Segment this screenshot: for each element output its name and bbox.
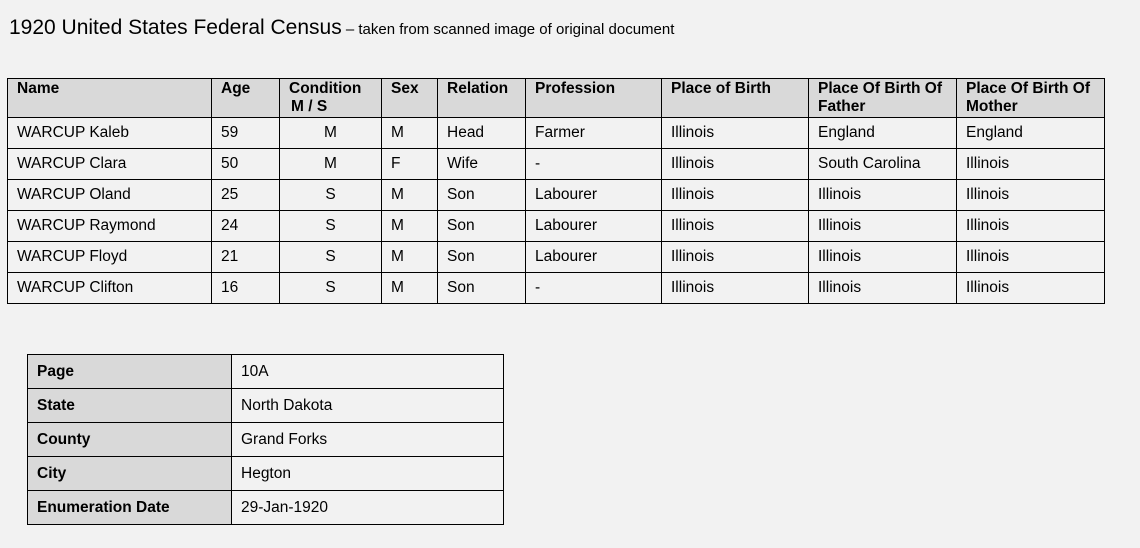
cell-relation: Son xyxy=(438,242,526,273)
census-subtitle: – taken from scanned image of original document xyxy=(341,21,675,38)
cell-sex: M xyxy=(382,118,438,149)
cell-name: WARCUP Floyd xyxy=(8,242,212,273)
cell-mother-birthplace: Illinois xyxy=(957,273,1105,304)
cell-father-birthplace: Illinois xyxy=(809,211,957,242)
table-row xyxy=(8,242,1105,273)
cell-father-birthplace: England xyxy=(809,118,957,149)
column-header-sex: Sex xyxy=(382,79,438,118)
cell-sex: F xyxy=(382,149,438,180)
cell-profession: Farmer xyxy=(526,118,662,149)
details-label: Enumeration Date xyxy=(28,491,232,525)
table-row xyxy=(8,180,1105,211)
details-label: City xyxy=(28,457,232,491)
column-header-profession: Profession xyxy=(526,79,662,118)
cell-condition: M xyxy=(280,118,382,149)
cell-sex: M xyxy=(382,273,438,304)
cell-age: 50 xyxy=(212,149,280,180)
cell-sex: M xyxy=(382,242,438,273)
cell-place-of-birth: Illinois xyxy=(662,118,809,149)
cell-condition: S xyxy=(280,180,382,211)
census-table xyxy=(7,78,1105,304)
cell-mother-birthplace: Illinois xyxy=(957,180,1105,211)
census-title: 1920 United States Federal Census xyxy=(9,16,342,39)
table-row xyxy=(8,149,1105,180)
column-header-father-birthplace: Place Of Birth Of Father xyxy=(809,79,957,118)
page-title xyxy=(9,16,674,40)
cell-age: 21 xyxy=(212,242,280,273)
cell-place-of-birth: Illinois xyxy=(662,211,809,242)
cell-age: 59 xyxy=(212,118,280,149)
condition-header-label: Condition xyxy=(289,80,362,97)
cell-relation: Son xyxy=(438,180,526,211)
details-value: 29-Jan-1920 xyxy=(232,491,504,525)
cell-age: 25 xyxy=(212,180,280,211)
column-header-name: Name xyxy=(8,79,212,118)
cell-name: WARCUP Kaleb xyxy=(8,118,212,149)
cell-relation: Son xyxy=(438,273,526,304)
details-value: Hegton xyxy=(232,457,504,491)
cell-father-birthplace: Illinois xyxy=(809,180,957,211)
cell-mother-birthplace: Illinois xyxy=(957,242,1105,273)
cell-sex: M xyxy=(382,180,438,211)
cell-father-birthplace: South Carolina xyxy=(809,149,957,180)
condition-header-sublabel: M / S xyxy=(291,98,328,115)
cell-mother-birthplace: Illinois xyxy=(957,149,1105,180)
cell-condition: S xyxy=(280,242,382,273)
cell-condition: M xyxy=(280,149,382,180)
census-header-row xyxy=(8,79,1105,118)
details-value: North Dakota xyxy=(232,389,504,423)
cell-place-of-birth: Illinois xyxy=(662,149,809,180)
cell-name: WARCUP Clifton xyxy=(8,273,212,304)
column-header-relation: Relation xyxy=(438,79,526,118)
column-header-mother-birthplace: Place Of Birth Of Mother xyxy=(957,79,1105,118)
column-header-place-of-birth: Place of Birth xyxy=(662,79,809,118)
cell-place-of-birth: Illinois xyxy=(662,273,809,304)
table-row xyxy=(8,118,1105,149)
cell-profession: Labourer xyxy=(526,242,662,273)
column-header-age: Age xyxy=(212,79,280,118)
cell-relation: Head xyxy=(438,118,526,149)
cell-mother-birthplace: England xyxy=(957,118,1105,149)
cell-relation: Son xyxy=(438,211,526,242)
cell-place-of-birth: Illinois xyxy=(662,242,809,273)
cell-sex: M xyxy=(382,211,438,242)
cell-profession: Labourer xyxy=(526,180,662,211)
details-label: State xyxy=(28,389,232,423)
cell-age: 16 xyxy=(212,273,280,304)
cell-relation: Wife xyxy=(438,149,526,180)
cell-name: WARCUP Clara xyxy=(8,149,212,180)
cell-name: WARCUP Raymond xyxy=(8,211,212,242)
details-label: County xyxy=(28,423,232,457)
table-row xyxy=(8,211,1105,242)
cell-condition: S xyxy=(280,211,382,242)
cell-mother-birthplace: Illinois xyxy=(957,211,1105,242)
cell-condition: S xyxy=(280,273,382,304)
details-row xyxy=(28,389,504,423)
cell-father-birthplace: Illinois xyxy=(809,273,957,304)
details-value: 10A xyxy=(232,355,504,389)
cell-place-of-birth: Illinois xyxy=(662,180,809,211)
details-label: Page xyxy=(28,355,232,389)
column-header-condition xyxy=(280,79,382,118)
cell-profession: - xyxy=(526,273,662,304)
details-row xyxy=(28,491,504,525)
cell-name: WARCUP Oland xyxy=(8,180,212,211)
cell-father-birthplace: Illinois xyxy=(809,242,957,273)
cell-profession: Labourer xyxy=(526,211,662,242)
details-row xyxy=(28,355,504,389)
details-value: Grand Forks xyxy=(232,423,504,457)
cell-profession: - xyxy=(526,149,662,180)
record-details-table xyxy=(27,354,504,525)
cell-age: 24 xyxy=(212,211,280,242)
details-row xyxy=(28,423,504,457)
table-row xyxy=(8,273,1105,304)
details-row xyxy=(28,457,504,491)
